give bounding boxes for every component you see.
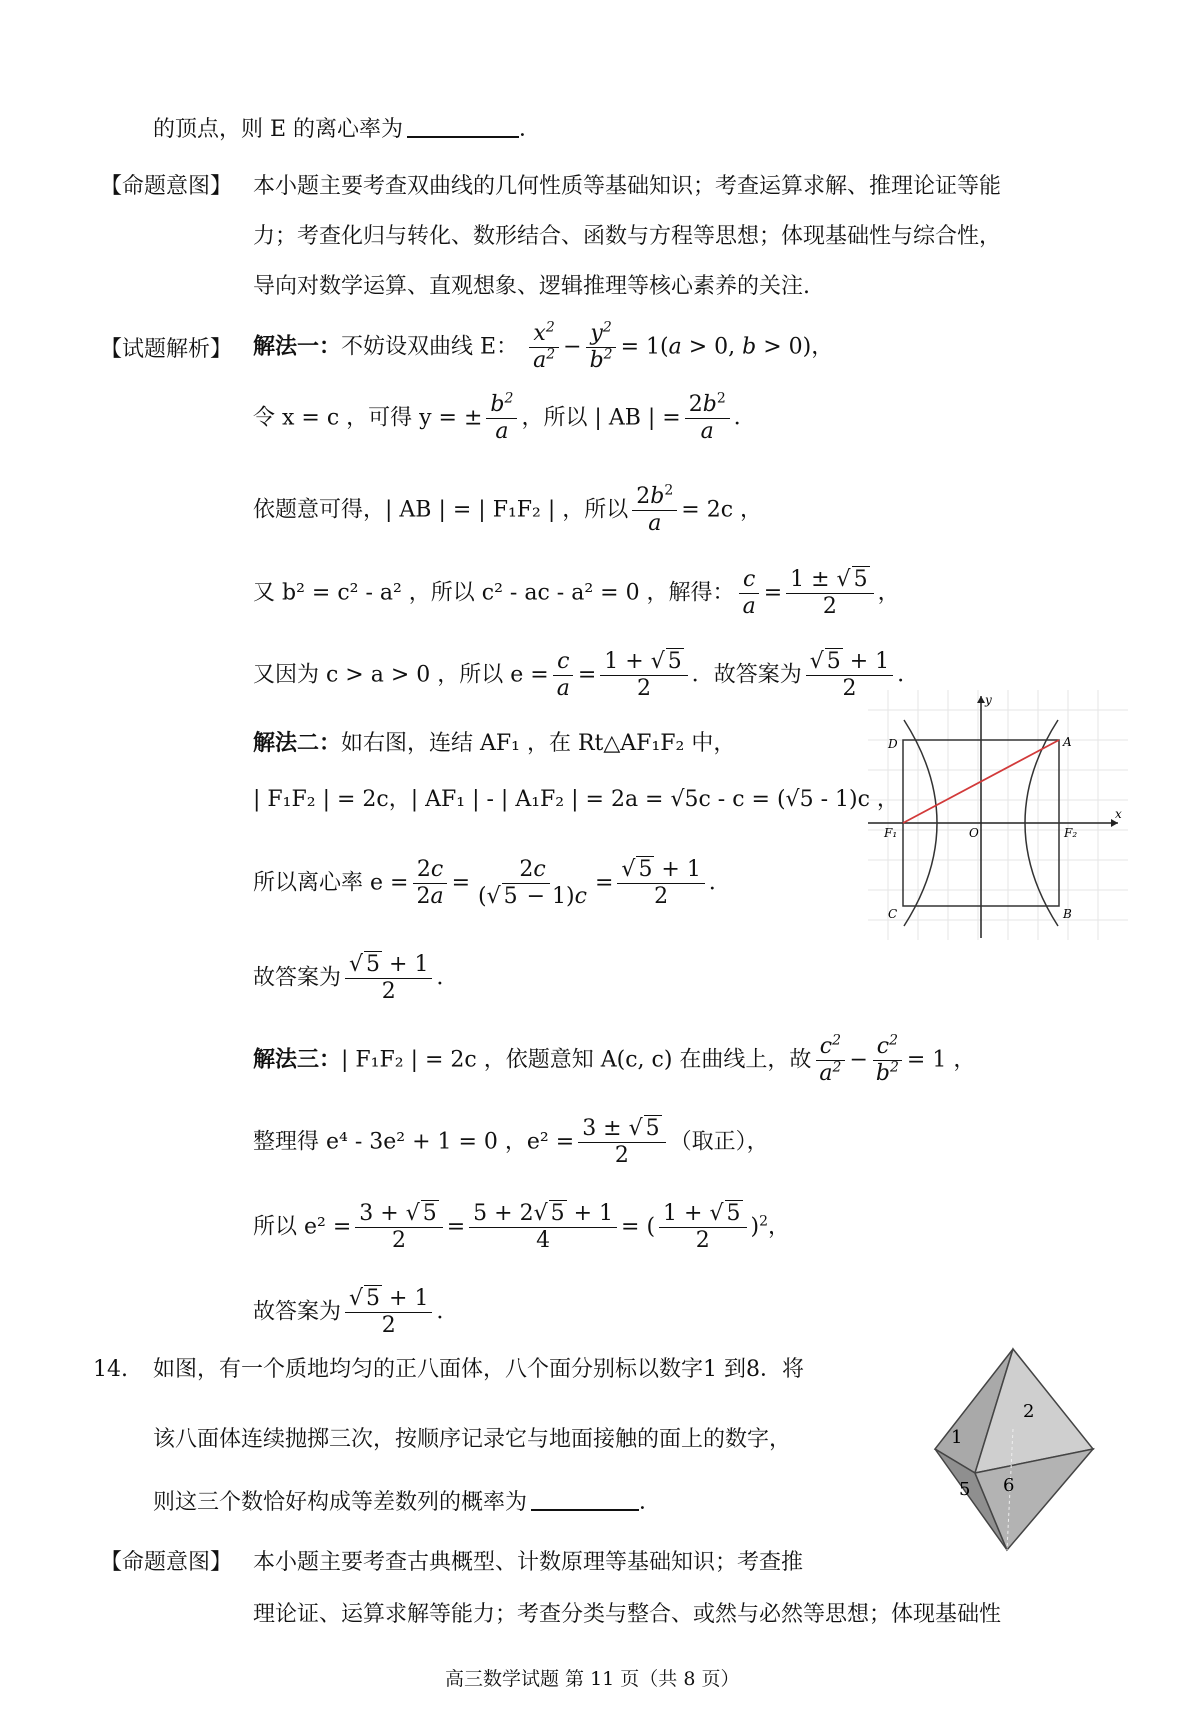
q14-line: 则这三个数恰好构成等差数列的概率为 ． bbox=[153, 1487, 661, 1516]
label-o: O bbox=[969, 826, 979, 840]
intent-line: 力；考查化归与转化、数形结合、函数与方程等思想；体现基础性与综合性， bbox=[253, 224, 1002, 249]
answer-blank bbox=[407, 114, 519, 138]
page-footer: 高三数学试题 第 11 页（共 8 页） bbox=[445, 1668, 740, 1690]
method3-line2: 整理得 e⁴ - 3e² + 1 = 0 ，e² = $\frac{3 \pm √ 5}{2}$ （取正）， bbox=[253, 1116, 769, 1169]
method2-line1: 解法二：如右图，连结 AF₁ ，在 Rt△AF₁F₂ 中， bbox=[253, 730, 736, 756]
analysis-label: 【试题解析】 bbox=[100, 337, 233, 362]
face-label-2: 2 bbox=[1023, 1401, 1035, 1422]
intent-label: 【命题意图】 bbox=[100, 174, 233, 199]
intent-line: 理论证、运算求解等能力；考查分类与整合、或然与必然等思想；体现基础性 bbox=[253, 1602, 1002, 1627]
method1-line2: 令 x = c ，可得 y = ± $\frac{b^2}{a}$ ，所以 | AB | = $\frac{2b^2}{a}$ ． bbox=[253, 390, 756, 445]
face-label-5: 5 bbox=[959, 1479, 971, 1500]
octahedron-figure bbox=[895, 1345, 1115, 1555]
q14-line: 该八面体连续抛掷三次，按顺序记录它与地面接触的面上的数字， bbox=[153, 1427, 792, 1452]
label-c: C bbox=[888, 907, 898, 921]
label-f2: F₂ bbox=[1064, 826, 1078, 840]
method3-line1: 解法三：| F₁F₂ | = 2c ，依题意知 A(c, c) 在曲线上，故 $\frac{c^2}{a^2}$ − $\frac{c^2}{b^2}$ = 1 ， bbox=[253, 1032, 976, 1087]
method2-line4: 故答案为 $\frac{√ 5 + 1}{2}$ ． bbox=[253, 952, 459, 1005]
q14-number: 14. bbox=[93, 1357, 128, 1382]
method1-line4: 又 b² = c² - a² ，所以 c² - ac - a² = 0 ，解得： $\frac{c}{a}$ = $\frac{1 \pm √ 5}{2}$ ， bbox=[253, 567, 900, 620]
intent-label: 【命题意图】 bbox=[100, 1550, 233, 1575]
face-label-6: 6 bbox=[1003, 1475, 1015, 1496]
intent-line: 本小题主要考查双曲线的几何性质等基础知识；考查运算求解、推理论证等能 bbox=[253, 174, 1002, 199]
label-b: B bbox=[1063, 907, 1072, 921]
label-d: D bbox=[888, 737, 898, 751]
method3-line3: 所以 e² = $\frac{3 + √ 5}{2}$ = $\frac{5 + 2√ 5 + 1}{4}$ = ( $\frac{1 + √ 5}{2}$ )$^2$， bbox=[253, 1201, 791, 1254]
method1-line3: 依题意可得，| AB | = | F₁F₂ | ，所以 $\frac{2b^2}{a}$ = 2c ， bbox=[253, 482, 763, 537]
hyperbola-figure bbox=[868, 690, 1128, 940]
label-a: A bbox=[1063, 735, 1072, 749]
answer-blank bbox=[531, 1487, 639, 1511]
method3-line4: 故答案为 $\frac{√ 5 + 1}{2}$ ． bbox=[253, 1286, 459, 1339]
label-f1: F₁ bbox=[884, 826, 898, 840]
continuation-line: 的顶点，则 E 的离心率为 ． bbox=[153, 114, 541, 143]
intent-line: 导向对数学运算、直观想象、逻辑推理等核心素养的关注. bbox=[253, 274, 810, 299]
method2-line2: | F₁F₂ | = 2c，| AF₁ | - | A₁F₂ | = 2a = √5c - c = (√5 - 1)c ， bbox=[253, 787, 899, 812]
intent-line: 本小题主要考查古典概型、计数原理等基础知识；考查推 bbox=[253, 1550, 804, 1575]
label-x: x bbox=[1115, 807, 1122, 821]
method1-line1: 解法一：不妨设双曲线 E： $\frac{x^2}{a^2}$ − $\frac{y^2}{b^2}$ = 1(a > 0, b > 0)， bbox=[253, 319, 834, 374]
method2-line3: 所以离心率 e = $\frac{2c}{2a}$ = $\frac{2c}{(√ 5 - 1)c}$ = $\frac{√ 5 + 1}{2}$ ． bbox=[253, 857, 731, 910]
q14-line: 如图，有一个质地均匀的正八面体，八个面分别标以数字1 到8．将 bbox=[153, 1357, 804, 1382]
label-y: y bbox=[985, 693, 992, 707]
method1-line5: 又因为 c > a > 0 ，所以 e = $\frac{c}{a}$ = $\frac{1 + √ 5}{2}$ ．故答案为 $\frac{√ 5 + 1}{2}$ ． bbox=[253, 649, 920, 702]
face-label-1: 1 bbox=[951, 1427, 963, 1448]
